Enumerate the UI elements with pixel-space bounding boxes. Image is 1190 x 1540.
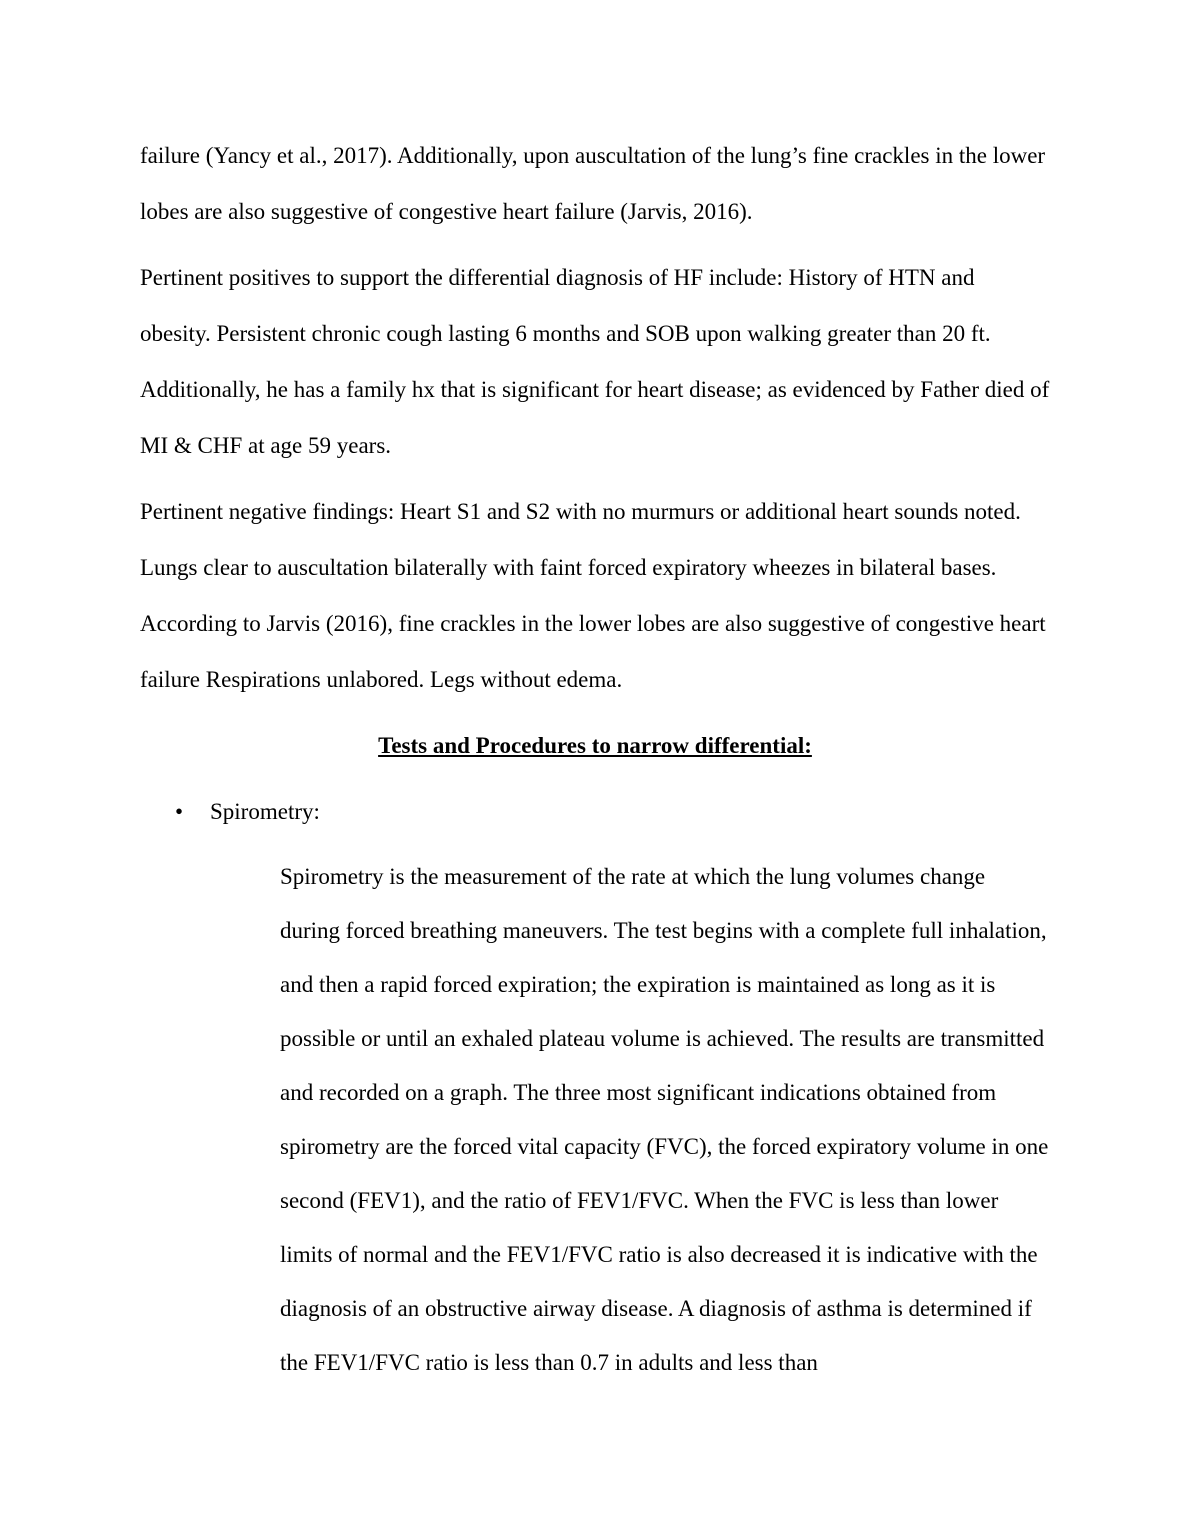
section-heading-text: Tests and Procedures to narrow differential: (378, 733, 812, 758)
paragraph-pertinent-positives: Pertinent positives to support the differential diagnosis of HF include: History of HTN and obesity. Persistent chronic cough lasting 6 months and SOB upon walking greater than 20 ft. Additionally, he has a family hx that is significant for heart disease; as evidenced by Father died of MI & CHF at age 59 years. (140, 265, 1050, 458)
bullet-item-spirometry (140, 784, 1050, 840)
paragraph-heart-failure-auscultation: failure (Yancy et al., 2017). Additionally, upon auscultation of the lung’s fine crackles in the lower lobes are also suggestive of congestive heart failure (Jarvis, 2016). (140, 143, 1046, 224)
spirometry-description-paragraph: Spirometry is the measurement of the rate at which the lung volumes change during forced breathing maneuvers. The test begins with a complete full inhalation, and then a rapid forced expiration; the expiration is maintained as long as it is possible or until an exhaled plateau volume is achieved. The results are transmitted and recorded on a graph. The three most significant indications obtained from spirometry are the forced vital capacity (FVC), the forced expiratory volume in one second (FEV1), and the ratio of FEV1/FVC. When the FVC is less than lower limits of normal and the FEV1/FVC ratio is also decreased it is indicative with the diagnosis of an obstructive airway disease. A diagnosis of asthma is determined if the FEV1/FVC ratio is less than 0.7 in adults and less than (280, 864, 1049, 1375)
bullet-icon: • (175, 799, 184, 824)
section-heading-tests-procedures (140, 718, 1050, 774)
paragraph-pertinent-negatives: Pertinent negative findings: Heart S1 and S2 with no murmurs or additional heart sounds noted. Lungs clear to auscultation bilaterally with faint forced expiratory wheezes in bilateral bases. According to Jarvis (2016), fine crackles in the lower lobes are also suggestive of congestive heart failure Respirations unlabored. Legs without edema. (140, 499, 1046, 692)
bullet-label: Spirometry: (210, 799, 320, 824)
